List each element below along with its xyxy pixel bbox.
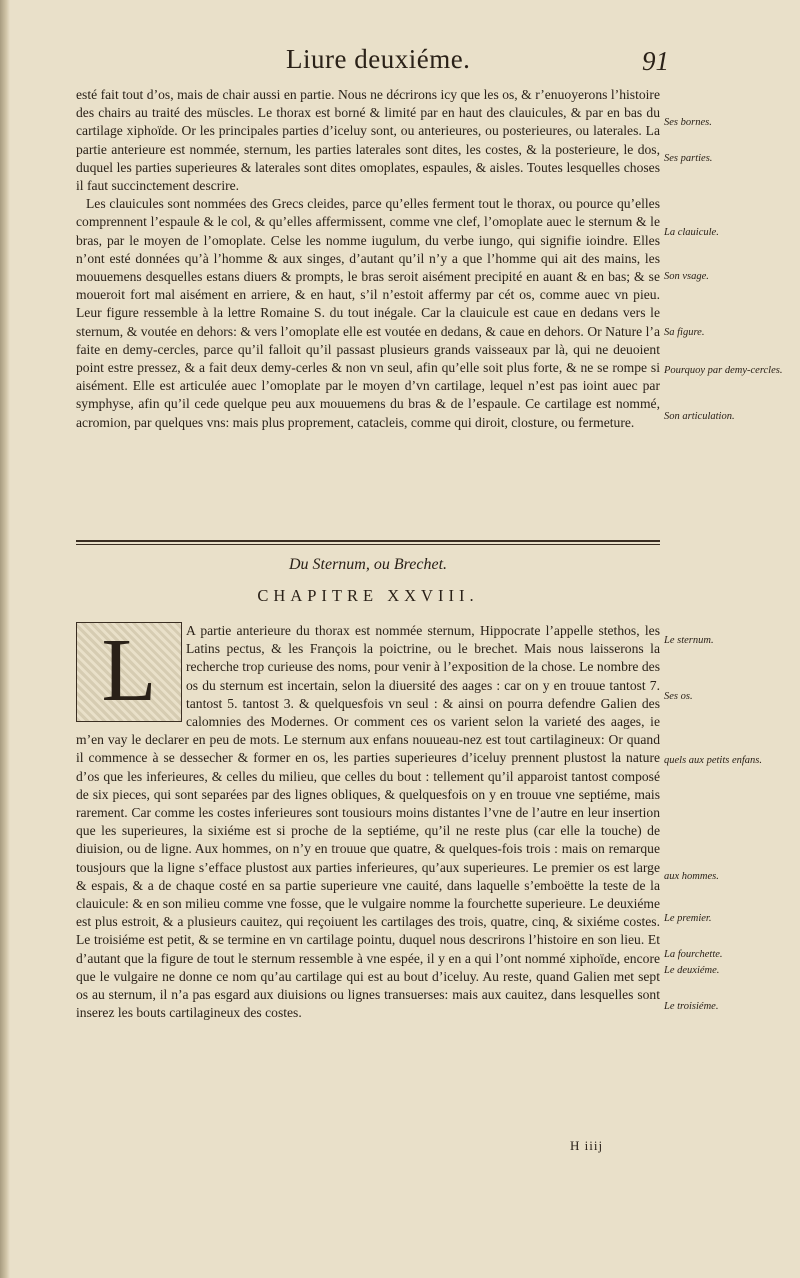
margin-note: Le deuxiéme.	[664, 965, 720, 976]
section-rule-thin	[76, 544, 660, 545]
margin-note: aux hommes.	[664, 871, 719, 882]
body-text	[76, 86, 660, 432]
chapter-heading: CHAPITRE XXVIII.	[257, 586, 479, 605]
page-header	[280, 44, 700, 84]
margin-note: Ses parties.	[664, 153, 713, 164]
page-number: 91	[642, 46, 669, 76]
chapter-text: A partie anterieure du thorax est nommée sternum, Hippocrate l’appelle stethos, les Latins pectus, & les François la poictrine, ou le brechet. Mais nous laisserons la recherche trop curieuse des noms, pour venir à l’exposition de la chose. Le nombre des os du sternum est incertain, selon la diuersité des aages : car on y en trouue tantost 7. tantost 5. tantost 3. & quelquesfois vn seul : & ainsi on pourra defendre Galien des calomnies des Modernes. Or comment ces os varient selon la varieté des aages, ie m’en vay le declarer en peu de mots. Le sternum aux enfans nouueau-nez est tout cartilagineux: Or quand il commence à se dessecher & former en os, les parties superieures d’iceluy prennent plustost la nature d’os que les inferieures, & celles du milieu, que celles du bout : tellement qu’il apparoist tantost composé de six pieces, qui sont separées par des lignes obliques, & quelquesfois on y en trouue vne septiéme, mais rarement. Car comme les costes inferieures sont tousiours moins distantes l’vne de l’autre en leur insertion que les superieures, la sixiéme est si proche de la septiéme, qu’il ne reste plus (car elle la touche) de diuision, ou de ligne. Aux hommes, on n’y en trouue que quatre, & quelques-fois trois : mais on remarque tousjours que la ligne s’efface plustost aux parties inferieures, qu’aux superieures. Le premier os est large & espais, & a de chaque costé en sa partie superieure vne cauité, dans laquelle s’emboëtte la teste de la clauicule: & en son milieu comme vne fosse, que le vulgaire nomme la fourchette superieure. Le deuxiéme est plus estroit, & a plusieurs cauitez, qui reçoiuent les cartilages des trois, quatre, cinq, & sixiéme costes. Le troisiéme est petit, & se termine en vn cartilage pointu, duquel nous descrirons l’histoire en son lieu. Et d’autant que la figure de tout le sternum ressemble à vne espée, il y en a qui l’ont nommé xiphoïde, encore que le vulgaire ne donne ce nom qu’au cartilage qui est au bout d’iceluy. Au reste, quand Galien met sept os au sternum, il n’a pas esgard aux diuisions ou lignes transuerses: mais aux cauitez, dans lesquelles sont inserez les bouts cartilagineux des costes.	[76, 623, 660, 1021]
margin-note: Son vsage.	[664, 271, 709, 282]
margin-note: quels aux petits enfans.	[664, 755, 762, 766]
signature-mark: H iiij	[570, 1138, 604, 1153]
margin-note: La clauicule.	[664, 227, 719, 238]
margin-note: Pourquoy par demy-cercles.	[664, 365, 783, 376]
drop-cap-letter: L	[101, 621, 157, 720]
paragraph-thorax: esté fait tout d’os, mais de chair aussi en partie. Nous ne décrirons icy que les os, & r’enuoyerons l’histoire des chairs au traité des müscles. Le thorax est borné & limité par en haut des clauicules, & par en bas du cartilage xiphoïde. Or les principales parties d’iceluy sont, ou anterieures, ou posterieures, ou laterales. La partie anterieure est nommée, sternum, les parties laterales sont dites, les costes, & la posterieure, le dos, duquel les parties superieures & laterales sont dites omoplates, espaules, & aisles. Toutes lesquelles choses il faut succinctement descrire.	[76, 87, 660, 194]
paragraph-clauicules: Les clauicules sont nommées des Grecs cleides, parce qu’elles ferment tout le thorax, ou pource qu’elles comprennent l’espaule & le col, & qu’elles affermissent, comme vne clef, l’omoplate auec le sternum & le bras, par le moyen de l’omoplate. Celse les nomme iugulum, du verbe iungo, qui signifie ioindre. Elles n’ont esté données qu’à l’homme & aux singes, d’autant qu’il n’y a que l’homme qui ait des mains, les mouuemens desquelles estans diuers & prompts, le bras seroit aisément precipité en auant & en bas; & se moueroit fort mal aisément en arriere, & en haut, s’il n’estoit affermy par cét os, comme auec vn pieu. Leur figure ressemble à la lettre Romaine S. du tout inégale. Car la clauicule est caue en dedans vers le sternum, & voutée en dehors: & vers l’omoplate elle est voutée en dedans, & caue en dehors. Or Nature l’a faite en demy-cercles, parce qu’il falloit qu’il passast plusieurs grands vaisseaux par là, qui ne deuoient point estre pressez, & a fait deux demy-cerles & non vn seul, afin qu’elle soit plus forte, & ne se rompe si aisément. Elle est articulée auec l’omoplate par le moyen d’vn cartilage, lequel n’est pas ioint auec par symphyse, afin qu’il cede quelque peu aux mouuemens du bras & de l’espaule. Ce cartilage est nommé, acromion, par quelques vns: mais plus proprement, catacleis, comme qui diroit, closture, ou fermeture.	[76, 196, 660, 430]
page-edge	[0, 0, 10, 1278]
margin-note: La fourchette.	[664, 949, 723, 960]
margin-note: Le premier.	[664, 913, 712, 924]
margin-note: Sa figure.	[664, 327, 705, 338]
margin-note: Le troisiéme.	[664, 1001, 719, 1012]
margin-note: Ses bornes.	[664, 117, 712, 128]
margin-note: Ses os.	[664, 691, 693, 702]
margin-note: Son articulation.	[664, 411, 735, 422]
section-rule	[76, 540, 660, 542]
margin-note: Le sternum.	[664, 635, 714, 646]
chapter-body	[76, 622, 660, 1022]
section-title: Du Sternum, ou Brechet.	[288, 556, 448, 573]
running-title: Liure deuxiéme.	[286, 44, 471, 74]
